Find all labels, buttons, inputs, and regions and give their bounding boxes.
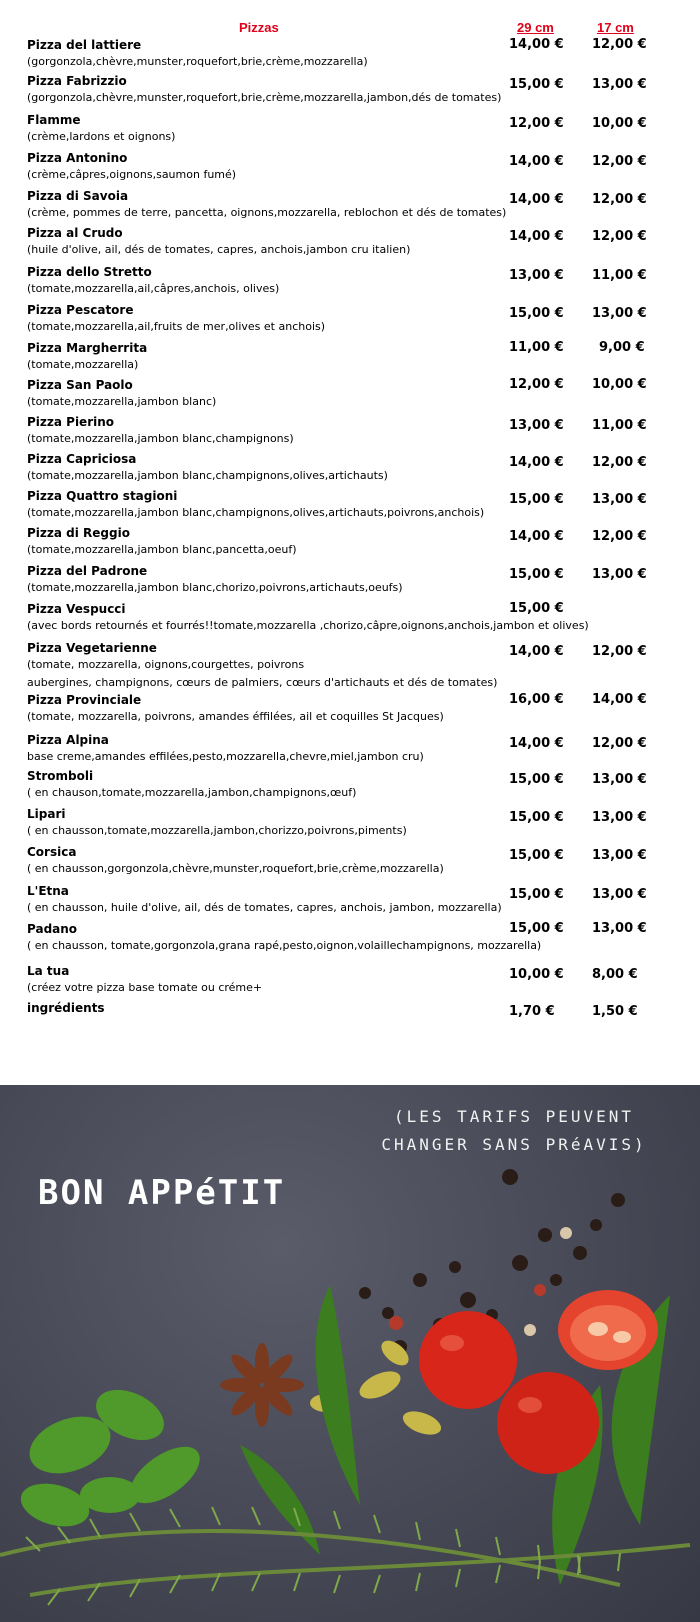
price-29cm: 14,00 € <box>509 37 564 52</box>
price-29cm: 14,00 € <box>509 192 564 207</box>
item-name: Lipari <box>27 807 66 821</box>
price-17cm: 13,00 € <box>592 772 647 787</box>
menu-item <box>27 1000 687 1019</box>
item-description: ( en chausson,tomate,mozzarella,jambon,chorizzo,poivrons,piments) <box>27 824 407 837</box>
menu-item <box>27 692 687 726</box>
item-name: Pizza dello Stretto <box>27 265 152 279</box>
item-description: (crème, pommes de terre, pancetta, oignons,mozzarella, reblochon et dés de tomates) <box>27 206 507 219</box>
item-name: Pizza Quattro stagioni <box>27 489 178 503</box>
item-description: (huile d'olive, ail, dés de tomates, capres, anchois,jambon cru italien) <box>27 243 411 256</box>
item-name: Stromboli <box>27 769 94 783</box>
menu-item <box>27 883 687 917</box>
price-17cm: 12,00 € <box>592 736 647 751</box>
price-29cm: 14,00 € <box>509 644 564 659</box>
price-29cm: 15,00 € <box>509 492 564 507</box>
item-description: (tomate,mozzarella,jambon blanc,champignons,olives,artichauts,poivrons,anchois) <box>27 506 485 519</box>
menu-item <box>27 563 687 597</box>
menu-item <box>27 451 687 485</box>
price-17cm: 13,00 € <box>592 567 647 582</box>
category-title: Pizzas <box>239 20 279 35</box>
item-name: Pizza di Reggio <box>27 526 130 540</box>
price-17cm: 10,00 € <box>592 116 647 131</box>
price-17cm: 13,00 € <box>592 77 647 92</box>
menu-item <box>27 377 687 411</box>
item-description: base creme,amandes effilées,pesto,mozzarella,chevre,miel,jambon cru) <box>27 750 424 763</box>
price-29cm: 14,00 € <box>509 736 564 751</box>
item-description: (crème,lardons et oignons) <box>27 130 176 143</box>
menu-item <box>27 264 687 298</box>
item-name: Pizza Margherrita <box>27 341 148 355</box>
price-17cm: 12,00 € <box>592 455 647 470</box>
price-17cm: 12,00 € <box>592 192 647 207</box>
price-17cm: 12,00 € <box>592 229 647 244</box>
item-name: Pizza del Padrone <box>27 564 148 578</box>
item-description: (gorgonzola,chèvre,munster,roquefort,brie,crème,mozzarella) <box>27 55 368 68</box>
notice-line-2: CHANGER SANS PRéAVIS) <box>381 1135 647 1154</box>
item-name: L'Etna <box>27 884 69 898</box>
item-description: (tomate,mozzarella,jambon blanc,champignons,olives,artichauts) <box>27 469 388 482</box>
footer-photo <box>0 1085 700 1622</box>
price-29cm: 14,00 € <box>509 154 564 169</box>
item-description: (tomate,mozzarella) <box>27 358 139 371</box>
price-17cm: 13,00 € <box>592 306 647 321</box>
price-17cm: 13,00 € <box>592 810 647 825</box>
item-name: Pizza Fabrizzio <box>27 74 127 88</box>
menu-item <box>27 302 687 336</box>
notice-line-1: (LES TARIFS PEUVENT <box>393 1107 635 1126</box>
item-name: La tua <box>27 964 70 978</box>
menu-item <box>27 921 687 955</box>
price-29cm: 15,00 € <box>509 772 564 787</box>
price-29cm: 15,00 € <box>509 921 564 936</box>
price-change-notice <box>364 1103 664 1159</box>
item-description: (avec bords retournés et fourrés!!tomate,mozzarella ,chorizo,câpre,oignons,anchois,jambon et olives) <box>27 619 589 632</box>
item-name: Pizza Pierino <box>27 415 115 429</box>
item-name: ingrédients <box>27 1001 105 1015</box>
item-description: (tomate,mozzarella,jambon blanc,chorizo,poivrons,artichauts,oeufs) <box>27 581 403 594</box>
price-17cm: 12,00 € <box>592 37 647 52</box>
menu-item <box>27 112 687 146</box>
menu-item <box>27 225 687 259</box>
price-17cm: 13,00 € <box>592 848 647 863</box>
menu-item <box>27 188 687 222</box>
bon-appetit-title: BON APPéTIT <box>38 1173 286 1213</box>
item-description: (tomate,mozzarella,ail,câpres,anchois, olives) <box>27 282 280 295</box>
menu-item <box>27 963 687 997</box>
herbs-vegetables-illustration <box>0 1085 700 1622</box>
price-29cm: 14,00 € <box>509 229 564 244</box>
menu-item <box>27 601 687 635</box>
price-29cm: 15,00 € <box>509 601 564 616</box>
price-17cm: 12,00 € <box>592 154 647 169</box>
price-29cm: 14,00 € <box>509 529 564 544</box>
price-17cm: 11,00 € <box>592 418 647 433</box>
price-29cm: 13,00 € <box>509 418 564 433</box>
item-name: Pizza di Savoia <box>27 189 129 203</box>
item-description: (crème,câpres,oignons,saumon fumé) <box>27 168 237 181</box>
item-name: Pizza Pescatore <box>27 303 134 317</box>
item-description: (tomate,mozzarella,jambon blanc) <box>27 395 217 408</box>
size-small-header: 17 cm <box>597 20 634 35</box>
price-17cm: 10,00 € <box>592 377 647 392</box>
price-29cm: 16,00 € <box>509 692 564 707</box>
item-name: Pizza al Crudo <box>27 226 123 240</box>
price-29cm: 1,70 € <box>509 1004 555 1019</box>
price-17cm: 9,00 € <box>599 340 645 355</box>
item-name: Padano <box>27 922 78 936</box>
price-29cm: 11,00 € <box>509 340 564 355</box>
price-29cm: 13,00 € <box>509 268 564 283</box>
menu-item <box>27 37 687 71</box>
price-17cm: 11,00 € <box>592 268 647 283</box>
item-description: (créez votre pizza base tomate ou créme+ <box>27 981 263 994</box>
item-name: Flamme <box>27 113 81 127</box>
price-17cm: 13,00 € <box>592 492 647 507</box>
menu-item <box>27 732 687 766</box>
item-description-cont: aubergines, champignons, cœurs de palmiers, cœurs d'artichauts et dés de tomates) <box>27 676 498 689</box>
price-29cm: 15,00 € <box>509 810 564 825</box>
menu-item <box>27 73 687 107</box>
item-name: Pizza Vespucci <box>27 602 126 616</box>
item-description: (tomate,mozzarella,ail,fruits de mer,olives et anchois) <box>27 320 326 333</box>
item-name: Pizza Vegetarienne <box>27 641 157 655</box>
menu-item <box>27 640 687 692</box>
price-29cm: 15,00 € <box>509 887 564 902</box>
item-description: ( en chausson, tomate,gorgonzola,grana rapé,pesto,oignon,volaillechampignons, mozzarella) <box>27 939 542 952</box>
menu-item <box>27 488 687 522</box>
menu-item <box>27 525 687 559</box>
price-29cm: 14,00 € <box>509 455 564 470</box>
item-description: (tomate,mozzarella,jambon blanc,pancetta,oeuf) <box>27 543 297 556</box>
item-name: Pizza Provinciale <box>27 693 142 707</box>
menu-item <box>27 340 687 374</box>
item-description: (tomate, mozzarella, poivrons, amandes éffilées, ail et coquilles St Jacques) <box>27 710 444 723</box>
price-29cm: 12,00 € <box>509 377 564 392</box>
price-29cm: 12,00 € <box>509 116 564 131</box>
price-29cm: 10,00 € <box>509 967 564 982</box>
menu-item <box>27 806 687 840</box>
price-17cm: 13,00 € <box>592 887 647 902</box>
menu-item <box>27 150 687 184</box>
item-name: Corsica <box>27 845 77 859</box>
price-29cm: 15,00 € <box>509 77 564 92</box>
item-description: ( en chausson,gorgonzola,chèvre,munster,roquefort,brie,crème,mozzarella) <box>27 862 444 875</box>
price-17cm: 8,00 € <box>592 967 638 982</box>
price-29cm: 15,00 € <box>509 306 564 321</box>
item-name: Pizza Capriciosa <box>27 452 137 466</box>
item-description: (gorgonzola,chèvre,munster,roquefort,brie,crème,mozzarella,jambon,dés de tomates) <box>27 91 502 104</box>
price-17cm: 13,00 € <box>592 921 647 936</box>
price-17cm: 12,00 € <box>592 529 647 544</box>
menu-item <box>27 844 687 878</box>
price-17cm: 12,00 € <box>592 644 647 659</box>
menu-item <box>27 768 687 802</box>
item-name: Pizza Antonino <box>27 151 128 165</box>
item-name: Pizza Alpina <box>27 733 109 747</box>
menu-item <box>27 414 687 448</box>
price-17cm: 1,50 € <box>592 1004 638 1019</box>
item-name: Pizza San Paolo <box>27 378 133 392</box>
item-name: Pizza del lattiere <box>27 38 142 52</box>
price-29cm: 15,00 € <box>509 848 564 863</box>
item-description: ( en chausson, huile d'olive, ail, dés de tomates, capres, anchois, jambon, mozzarella) <box>27 901 502 914</box>
price-29cm: 15,00 € <box>509 567 564 582</box>
item-description: (tomate,mozzarella,jambon blanc,champignons) <box>27 432 294 445</box>
item-description: (tomate, mozzarella, oignons,courgettes, poivrons <box>27 658 305 671</box>
size-large-header: 29 cm <box>517 20 554 35</box>
item-description: ( en chauson,tomate,mozzarella,jambon,champignons,œuf) <box>27 786 357 799</box>
price-17cm: 14,00 € <box>592 692 647 707</box>
